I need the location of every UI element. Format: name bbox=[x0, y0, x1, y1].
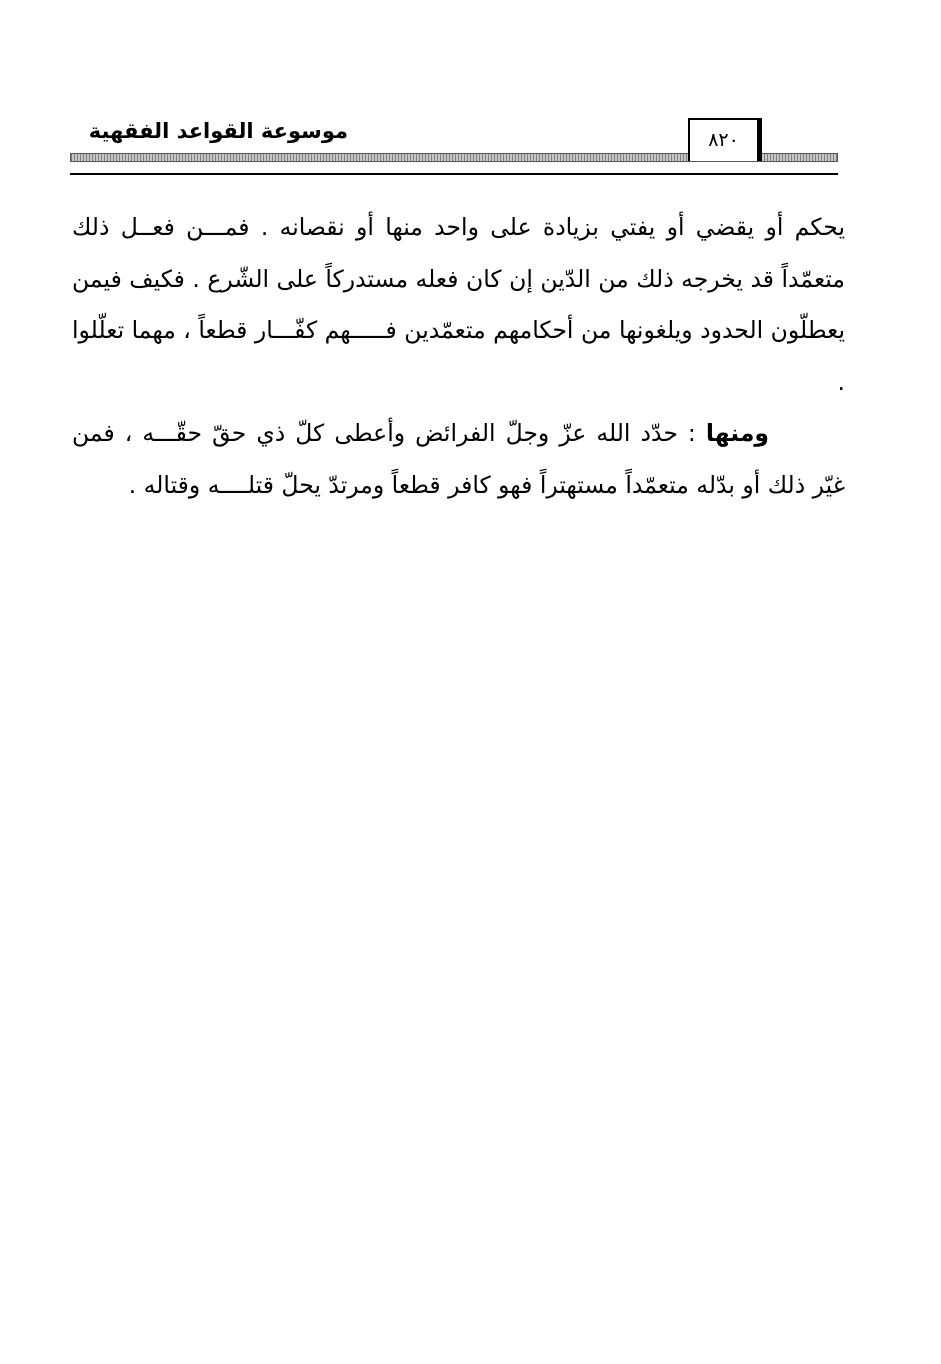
page-number: ٨٢٠ bbox=[688, 118, 762, 161]
paragraph-1 bbox=[72, 202, 845, 408]
paragraph-1-text: يحكم أو يقضي أو يفتي بزيادة على واحد منها أو نقصانه . فمـــن فعــل ذلك متعمّداً قد يخرجه ذلك من الدّين إن كان فعله مستدركاً على الشّرع . فكيف فيمن يعطلّون الحدود ويلغونها من أحكامهم متعمّدين فـــــهم كفّـــار قطعاً ، مهما تعلّلوا . bbox=[72, 213, 845, 396]
paragraph-2-lead: ومنها bbox=[705, 419, 769, 447]
book-title: موسوعة القواعد الفقهية bbox=[88, 119, 348, 143]
paragraph-2-text: : حدّد الله عزّ وجلّ الفرائض وأعطى كلّ ذي حقّ حقّـــه ، فمن غيّر ذلك أو بدّله متعمّداً مستهتراً فهو كافر قطعاً ومرتدّ يحلّ قتلــــه وقتاله . bbox=[72, 419, 845, 499]
page-body bbox=[72, 202, 845, 511]
paragraph-2 bbox=[72, 408, 845, 511]
header-divider bbox=[70, 173, 838, 175]
